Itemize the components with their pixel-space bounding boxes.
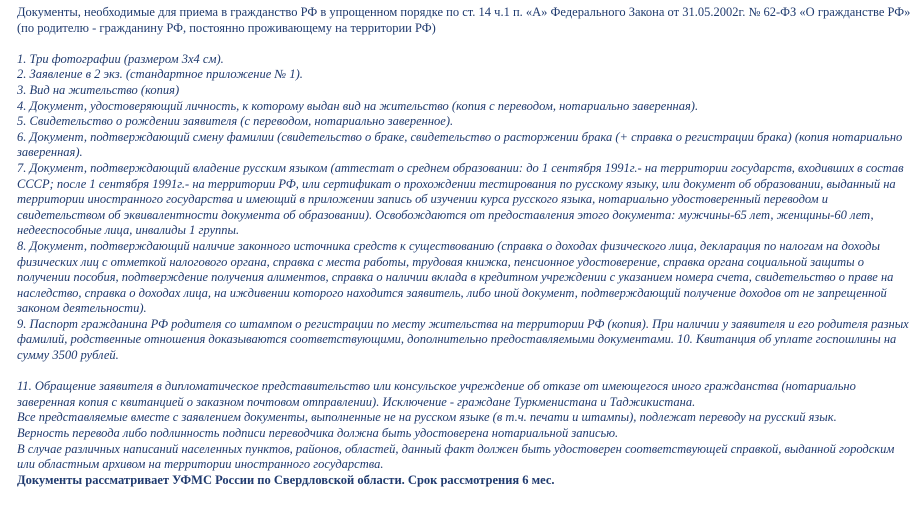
list-item: 8. Документ, подтверждающий наличие законного источника средств к существованию (справка о доходах физического лица, декларация по налогам на доходы физических лиц с отметкой налогового органа, справка с места работы, трудовая книжка, пенсионное удостоверение, справка органа социальной защиты о получении пособия, подтверждение получения алиментов, справка о наличии вклада в кредитном учреждении с указанием номера счета, свидетельство о праве на наследство, справка о доходах лица, на иждивении которого находится заявитель, либо иной документ, подтверждающий получение доходов от не запрещенной законом деятельности). <box>17 238 894 316</box>
document-body <box>17 5 913 488</box>
list-item: 11. Обращение заявителя в дипломатическое представительство или консульское учреждение об отказе от имеющегося иного гражданства (нотариально заверенная копия с квитанцией о заказном почтовом отправлении). Исключение - граждане Туркменистана и Таджикистана. <box>17 379 856 409</box>
list-item: 7. Документ, подтверждающий владение русским языком (аттестат о среднем образовании: до 1 сентября 1991г.- на территории государств, входивших в состав СССР; после 1 сентября 1991г.- на территории РФ, или сертификат о прохождении тестирования по русскому языку, или документ об образовании, выданный на территории иностранного государства и имеющий в приложении запись об изучении курса русского языка, нотариально удостоверенный переводом и свидетельством об эквивалентности документа об образовании). Освобождаются от предоставления этого документа: мужчины-65 лет, женщины-60 лет, недееспособные лица, инвалиды 1 группы. <box>17 160 904 238</box>
note-translation: Все представляемые вместе с заявлением документы, выполненные не на русском языке (в т.ч. печати и штампы), подлежат переводу на русский язык. <box>17 410 837 425</box>
list-item: 5. Свидетельство о рождении заявителя (с переводом, нотариально заверенное). <box>17 114 454 129</box>
document-heading: Документы, необходимые для приема в гражданство РФ в упрощенном порядке по ст. 14 ч.1 п. «А» Федерального Закона от 31.05.2002г. № 62-ФЗ «О гражданстве РФ» (по родителю - гражданину РФ, постоянно проживающему на территории РФ) <box>17 5 911 35</box>
list-item: 2. Заявление в 2 экз. (стандартное приложение № 1). <box>17 67 303 82</box>
list-item: 1. Три фотографии (размером 3х4 см). <box>17 51 224 66</box>
note-place-names: В случае различных написаний населенных пунктов, районов, областей, данный факт должен быть удостоверен соответствующей справкой, выданной городским или областным архивом на территории иностранного государства. <box>17 441 895 472</box>
list-item: 4. Документ, удостоверяющий личность, к которому выдан вид на жительство (копия с переводом, нотариально заверенная). <box>17 98 699 113</box>
list-item: 9. Паспорт гражданина РФ родителя со штампом о регистрации по месту жительства на территории РФ (копия). При наличии у заявителя и его родителя разных фамилий, родственные отношения доказываются соответствующими, дополнительно предоставляемыми документами. 10. Квитанция об уплате госпошлины на сумму 3500 рублей. <box>17 316 909 363</box>
final-statement: Документы рассматривает УФМС России по Свердловской области. Срок рассмотрения 6 мес. <box>17 472 555 487</box>
spacer <box>17 36 913 52</box>
list-item: 6. Документ, подтверждающий смену фамилии (свидетельство о браке, свидетельство о расторжении брака (+ справка о регистрации брака) (копия нотариально заверенная). <box>17 129 903 160</box>
note-notary: Верность перевода либо подлинность подписи переводчика должна быть удостоверена нотариальной записью. <box>17 426 619 441</box>
list-item: 3. Вид на жительство (копия) <box>17 82 180 97</box>
spacer <box>17 364 913 380</box>
